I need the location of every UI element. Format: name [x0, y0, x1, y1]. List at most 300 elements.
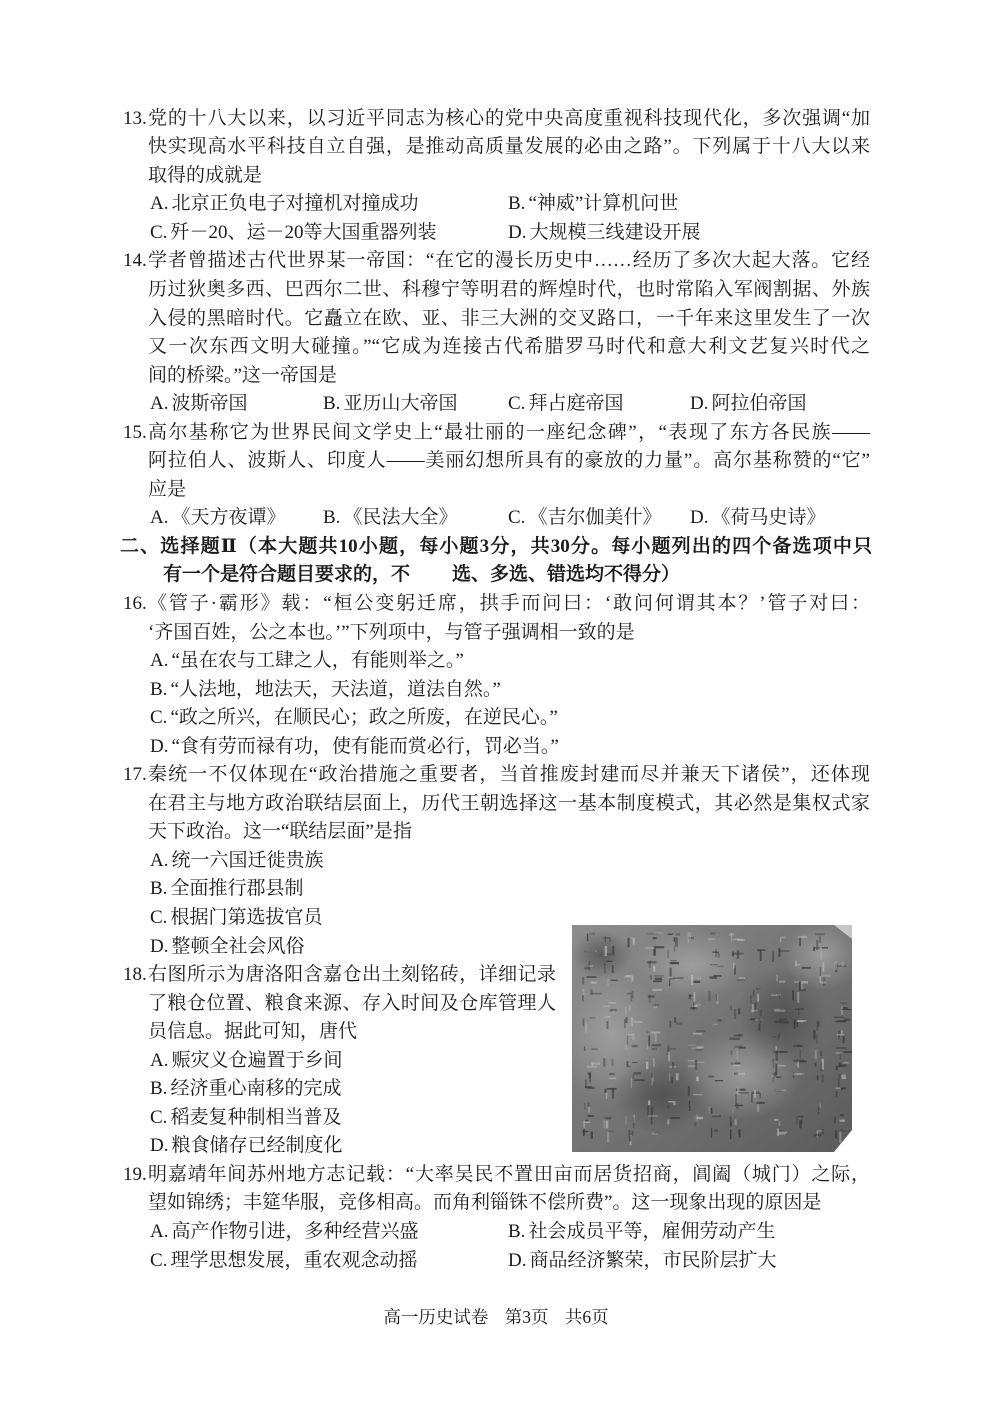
- option-text: 《天方夜谭》: [171, 507, 286, 529]
- inscription-stroke: [775, 1010, 786, 1012]
- inscription-stroke: [774, 1072, 777, 1077]
- inscription-stroke: [606, 954, 614, 956]
- question-13-stem-line: [0, 133, 992, 162]
- option-label: A.: [150, 193, 169, 215]
- question-19-option-b[interactable]: [508, 1218, 775, 1247]
- inscription-stroke: [609, 1073, 615, 1075]
- inscription-stroke: [796, 1022, 798, 1027]
- inscription-stroke: [838, 1073, 840, 1078]
- question-16-option-b[interactable]: [150, 676, 501, 705]
- option-label: A.: [150, 393, 169, 415]
- question-19-options-row: [0, 1218, 992, 1247]
- question-19-number: 19.: [123, 1163, 147, 1185]
- inscription-stroke: [585, 1086, 592, 1088]
- inscription-stroke: [760, 950, 762, 961]
- inscription-stroke: [820, 1103, 821, 1109]
- inscription-stroke: [603, 1058, 605, 1067]
- inscription-stroke: [688, 1045, 696, 1046]
- inscription-stroke: [603, 937, 610, 939]
- question-14-stem-line: [0, 305, 992, 334]
- question-15-number: 15.: [123, 421, 147, 443]
- inscription-stroke: [750, 996, 752, 1004]
- question-14-stem-line: [0, 247, 992, 276]
- question-13-stem-text: 党的十八大以来，以习近平同志为核心的党中央高度重视科技现代化，多次强调“加: [148, 107, 870, 129]
- inscription-stroke: [841, 1006, 843, 1015]
- inscription-stroke: [708, 938, 715, 939]
- question-17-option-a[interactable]: [150, 847, 324, 876]
- question-15-options-row: [0, 504, 992, 533]
- question-16-stem-text: 《管子·霸形》载：“桓公变躬迁席，拱手而问曰：‘敢问何谓其本？’管子对曰：: [148, 592, 870, 614]
- inscription-stroke: [734, 1045, 742, 1048]
- inscription-stroke: [652, 1048, 657, 1050]
- inscription-stroke: [693, 1033, 703, 1035]
- inscription-stroke: [633, 938, 635, 945]
- question-15-option-d[interactable]: [690, 504, 826, 533]
- option-text: 《荷马史诗》: [711, 507, 826, 529]
- inscription-stroke: [778, 1132, 787, 1133]
- inscription-stroke: [841, 1088, 846, 1090]
- inscription-stroke: [823, 977, 826, 986]
- inscription-stroke: [795, 1008, 804, 1009]
- inscription-stroke: [841, 1031, 842, 1035]
- inscription-stroke: [779, 995, 780, 999]
- inscription-stroke: [776, 975, 778, 982]
- inscription-stroke: [689, 994, 691, 999]
- inscription-stroke: [591, 1048, 598, 1050]
- inscription-stroke: [625, 1044, 628, 1049]
- question-19-option-c[interactable]: [150, 1247, 417, 1276]
- inscription-stroke: [844, 1051, 852, 1053]
- inscription-stroke: [694, 1116, 696, 1127]
- option-text: 理学思想发展，重农观念动摇: [170, 1249, 418, 1271]
- inscription-stroke: [822, 962, 824, 972]
- inscription-stroke: [713, 1024, 718, 1026]
- inscription-stroke: [584, 1046, 585, 1051]
- inscription-stroke: [756, 1102, 764, 1104]
- option-text: 统一六国迁徙贵族: [171, 849, 324, 871]
- question-14-stem-line: [0, 276, 992, 305]
- inscription-stroke: [653, 1007, 657, 1008]
- inscription-stroke: [645, 947, 654, 948]
- inscription-stroke: [714, 1130, 718, 1132]
- inscription-stroke: [735, 1105, 743, 1106]
- question-19-stem-line: [0, 1189, 992, 1218]
- section-2-heading-continued: 有一个是符合题目要求的，不: [163, 564, 411, 586]
- question-17-options-row: [0, 875, 992, 904]
- inscription-stroke: [668, 1101, 673, 1103]
- section-2-heading-line: [0, 533, 992, 562]
- inscription-stroke: [797, 1073, 805, 1075]
- inscription-stroke: [836, 1052, 841, 1054]
- inscription-stroke: [588, 1107, 590, 1113]
- question-13-option-d[interactable]: [508, 219, 701, 248]
- option-text: 稻麦复种制相当普及: [170, 1106, 342, 1128]
- option-label: D.: [150, 935, 169, 957]
- inscription-stroke: [654, 946, 665, 948]
- inscription-stroke: [836, 1091, 838, 1097]
- inscription-stroke: [670, 960, 676, 961]
- inscription-stroke: [653, 937, 657, 939]
- inscription-stroke: [751, 1093, 753, 1103]
- inscription-stroke: [696, 1004, 701, 1006]
- inscription-stroke: [779, 950, 789, 951]
- inscription-stroke: [733, 963, 735, 969]
- inscription-stroke: [820, 949, 822, 960]
- inscription-stroke: [820, 976, 822, 983]
- option-label: C.: [150, 907, 168, 928]
- inscription-stroke: [798, 1116, 804, 1117]
- inscription-stroke: [818, 1130, 823, 1132]
- inscription-stroke: [610, 1009, 617, 1011]
- option-text: 粮食储存已经制度化: [171, 1135, 343, 1157]
- option-text: 大规模三线建设开展: [529, 221, 701, 243]
- inscription-stroke: [775, 1021, 780, 1022]
- inscription-stroke: [671, 1077, 673, 1084]
- inscription-stroke: [797, 1061, 799, 1068]
- option-text: “神威”计算机问世: [528, 193, 679, 215]
- question-13-stem-text: 取得的成就是: [148, 164, 263, 186]
- inscription-stroke: [712, 1115, 721, 1117]
- option-text: 亚历山大帝国: [343, 393, 458, 415]
- question-13-option-b[interactable]: [508, 190, 678, 219]
- option-text: 阿拉伯帝国: [711, 393, 807, 415]
- inscription-stroke: [776, 1051, 778, 1061]
- option-text: 北京正负电子对撞机对撞成功: [171, 193, 419, 215]
- inscription-stroke: [676, 933, 680, 935]
- inscription-stroke: [729, 1038, 740, 1041]
- question-15-stem-line: [0, 447, 992, 476]
- inscription-stroke: [603, 1006, 610, 1008]
- inscription-stroke: [633, 1117, 635, 1128]
- question-19-option-a[interactable]: [150, 1218, 419, 1247]
- inscription-stroke: [716, 994, 717, 1001]
- question-13-options-row: [0, 219, 992, 248]
- inscription-stroke: [634, 1072, 642, 1074]
- inscription-stroke: [673, 1101, 675, 1105]
- inscription-stroke: [798, 936, 807, 938]
- question-15-option-a[interactable]: [150, 504, 286, 533]
- question-16-option-c[interactable]: [150, 704, 558, 733]
- option-label: C.: [150, 1106, 168, 1128]
- inscription-stroke: [759, 1024, 761, 1032]
- inscription-stroke: [734, 1035, 739, 1036]
- inscription-stroke: [632, 1045, 638, 1047]
- inscription-stroke: [759, 1018, 762, 1023]
- option-text: 根据门第选拔官员: [170, 907, 323, 928]
- inscription-stroke: [840, 1114, 844, 1116]
- inscription-stroke: [730, 1129, 732, 1139]
- inscription-stroke: [715, 949, 717, 957]
- inscription-stroke: [583, 1129, 585, 1136]
- question-16-options-row: [0, 704, 992, 733]
- inscription-stroke: [841, 1002, 847, 1004]
- inscription-stroke: [688, 1060, 695, 1062]
- inscription-stroke: [583, 1120, 585, 1128]
- option-text: “人法地，地法天，天法道，道法自然。”: [170, 678, 501, 700]
- inscription-stroke: [669, 979, 670, 986]
- option-label: C.: [150, 221, 168, 243]
- inscription-stroke: [818, 1106, 819, 1114]
- option-text: 歼－20、运－20等大国重器列装: [170, 221, 437, 243]
- inscription-stroke: [629, 1136, 631, 1142]
- inscription-stroke: [731, 933, 732, 942]
- inscription-stroke: [733, 939, 742, 941]
- question-16-option-d[interactable]: [150, 733, 559, 762]
- inscription-stroke: [834, 1116, 835, 1123]
- question-17-option-c[interactable]: [150, 904, 322, 933]
- inscription-stroke: [591, 1132, 593, 1139]
- inscription-stroke: [753, 990, 755, 996]
- inscription-stroke: [634, 1079, 645, 1081]
- question-13-stem-line: [0, 105, 992, 134]
- inscription-stroke: [633, 1021, 642, 1023]
- inscription-stroke: [839, 1132, 841, 1143]
- inscription-stroke: [609, 1131, 614, 1132]
- inscription-stroke: [737, 950, 739, 959]
- question-19-stem-line: [0, 1161, 992, 1190]
- inscription-stroke: [731, 1050, 733, 1055]
- question-15-stem-text: 应是: [148, 478, 187, 500]
- inscription-stroke: [736, 1103, 738, 1109]
- inscription-stroke: [694, 992, 696, 1001]
- question-14-stem-line: [0, 333, 992, 362]
- question-19-options-row: [0, 1247, 992, 1276]
- inscription-stroke: [836, 965, 847, 967]
- inscription-stroke: [651, 1073, 653, 1077]
- option-text: “政之所兴，在顺民心；政之所废，在逆民心。”: [170, 707, 558, 729]
- inscription-stroke: [836, 1047, 846, 1049]
- inscription-stroke: [792, 991, 794, 1001]
- inscription-stroke: [695, 1060, 697, 1070]
- inscription-stroke: [840, 1120, 845, 1122]
- question-14-option-c[interactable]: [508, 390, 623, 419]
- option-label: B.: [323, 393, 341, 415]
- inscription-stroke: [815, 1062, 817, 1066]
- inscription-stroke: [836, 1021, 846, 1023]
- inscription-stroke: [586, 976, 596, 978]
- option-label: B.: [323, 507, 341, 529]
- inscription-stroke: [606, 961, 612, 962]
- option-label: B.: [150, 878, 168, 900]
- inscription-stroke: [778, 1035, 780, 1040]
- inscription-stroke: [794, 1020, 796, 1030]
- question-17-option-d[interactable]: [150, 933, 305, 962]
- option-label: A.: [150, 507, 169, 529]
- inscription-stroke: [628, 1034, 633, 1036]
- inscription-stroke: [757, 1104, 759, 1112]
- inscription-stroke: [757, 949, 765, 951]
- inscription-stroke: [674, 947, 675, 952]
- inscription-stroke: [670, 968, 672, 977]
- question-15-option-b[interactable]: [323, 504, 457, 533]
- inscription-stroke: [673, 977, 683, 979]
- inscription-stroke: [689, 932, 691, 939]
- inscription-stroke: [734, 1064, 740, 1066]
- inscription-stroke: [688, 937, 694, 939]
- option-label: B.: [508, 193, 526, 215]
- option-label: B.: [150, 678, 168, 700]
- inscription-stroke: [777, 1065, 785, 1067]
- inscription-stroke: [609, 1002, 617, 1004]
- inscription-stroke: [794, 1060, 805, 1062]
- question-14-option-d[interactable]: [690, 390, 807, 419]
- inscription-stroke: [668, 1105, 670, 1109]
- inscription-stroke: [611, 1059, 613, 1066]
- inscription-stroke: [817, 1021, 818, 1030]
- inscription-stroke: [733, 1108, 734, 1113]
- inscription-stroke: [650, 975, 652, 980]
- question-17-stem-line: [0, 790, 992, 819]
- section-2-heading-line: [0, 561, 992, 590]
- question-18-option-a[interactable]: [150, 1047, 343, 1076]
- question-14-option-a[interactable]: [150, 390, 248, 419]
- inscription-stroke: [813, 1030, 815, 1040]
- inscription-stroke: [628, 937, 630, 947]
- inscription-stroke: [799, 981, 801, 990]
- inscription-stroke: [696, 1117, 704, 1119]
- inscription-stroke: [631, 1017, 633, 1026]
- question-13-stem-line: [0, 162, 992, 191]
- inscription-stroke: [669, 1048, 676, 1049]
- inscription-stroke: [612, 965, 614, 973]
- option-label: D.: [150, 735, 169, 757]
- question-14-options-row: [0, 390, 992, 419]
- question-16-option-a[interactable]: [150, 647, 464, 676]
- question-13-option-a[interactable]: [150, 190, 419, 219]
- question-18-stem-text: 了粮仓位置、粮食来源、存入时间及仓库管理人: [148, 992, 556, 1014]
- option-label: D.: [508, 1249, 527, 1271]
- inscription-stroke: [822, 947, 828, 949]
- inscription-stroke: [838, 1078, 840, 1087]
- inscription-stroke: [815, 1050, 817, 1059]
- inscription-stroke: [778, 948, 780, 957]
- inscription-stroke: [671, 1117, 681, 1119]
- inscription-stroke: [795, 961, 797, 967]
- inscription-stroke: [691, 975, 693, 985]
- inscription-stroke: [670, 1021, 672, 1028]
- brick-photo-graphic: [572, 925, 852, 1152]
- question-18-option-c[interactable]: [150, 1104, 341, 1133]
- question-14-stem-text: 历过狄奥多西、巴西尔二世、科穆宁等明君的辉煌时代，也时常陷入军阀割据、外族: [148, 278, 870, 300]
- inscription-stroke: [592, 1062, 594, 1067]
- inscription-stroke: [780, 937, 782, 942]
- inscription-stroke: [839, 1063, 841, 1067]
- inscription-stroke: [814, 1134, 821, 1136]
- inscription-stroke: [713, 975, 721, 977]
- inscription-stroke: [606, 1118, 611, 1119]
- page-footer: 高一历史试卷 第3页 共6页: [383, 1307, 609, 1327]
- question-19-stem-text: 明嘉靖年间苏州地方志记载：“大率吴民不置田亩而居货招商，阊阖（城门）之际，: [148, 1163, 870, 1185]
- inscription-stroke: [709, 1107, 711, 1114]
- inscription-stroke: [816, 1034, 817, 1043]
- section-2-heading: 二、选择题Ⅱ（本大题共10小题，每小题3分，共30分。每小题列出的四个备选项中只: [120, 535, 872, 557]
- inscription-stroke: [739, 1129, 741, 1137]
- question-15-stem-text: 阿拉伯人、波斯人、印度人——美丽幻想所具有的豪放的力量”。高尔基称赞的“它”: [148, 450, 870, 472]
- section-2-heading-continued: 选、多选、错选均不得分）: [452, 564, 681, 586]
- inscription-stroke: [653, 1004, 659, 1005]
- inscription-stroke: [589, 965, 593, 967]
- inscription-stroke: [711, 1108, 713, 1114]
- question-14-option-b[interactable]: [323, 390, 457, 419]
- inscription-stroke: [583, 1020, 584, 1027]
- inscription-stroke: [736, 1050, 738, 1060]
- inscription-stroke: [822, 1059, 824, 1070]
- option-label: C.: [508, 393, 526, 415]
- inscription-stroke: [668, 950, 669, 958]
- question-17-stem-text: 在君主与地方政治联结层面上，历代王朝选择这一基本制度模式，其必然是集权式家: [148, 792, 870, 814]
- inscription-stroke: [624, 976, 634, 978]
- inscription-stroke: [688, 932, 690, 943]
- inscription-stroke: [674, 937, 676, 942]
- inscription-stroke: [633, 1074, 635, 1079]
- inscription-stroke: [624, 1019, 625, 1028]
- question-13-stem-text: 快实现高水平科技自立自强，是推动高质量发展的必由之路”。下列属于十八大以来: [148, 136, 870, 158]
- question-19-option-d[interactable]: [508, 1247, 777, 1276]
- inscription-stroke: [717, 966, 724, 967]
- question-17-option-b[interactable]: [150, 875, 303, 904]
- inscription-stroke: [625, 1007, 626, 1014]
- inscription-stroke: [715, 1080, 723, 1081]
- question-18-option-b[interactable]: [150, 1075, 341, 1104]
- question-14-stem-text: 又一次东西文明大碰撞。”“它成为连接古代希腊罗马时代和意大利文艺复兴时代之: [148, 336, 870, 358]
- inscription-stroke: [653, 981, 662, 983]
- question-13-option-c[interactable]: [150, 219, 436, 248]
- inscription-stroke: [590, 1017, 596, 1019]
- inscription-stroke: [739, 977, 745, 978]
- inscription-stroke: [799, 990, 806, 991]
- question-13-options-row: [0, 190, 992, 219]
- inscription-stroke: [651, 1107, 653, 1116]
- inscription-stroke: [842, 1075, 846, 1077]
- inscription-stroke: [739, 1092, 749, 1094]
- inscription-stroke: [772, 952, 773, 962]
- question-14-stem-text: 入侵的黑暗时代。它矗立在欧、亚、非三大洲的交叉路口，一千年来这里发生了一次: [148, 307, 870, 329]
- inscription-stroke: [627, 1066, 631, 1068]
- question-17-options-row: [0, 847, 992, 876]
- question-15-option-c[interactable]: [508, 504, 661, 533]
- inscription-stroke: [587, 933, 588, 941]
- inscription-stroke: [772, 1036, 776, 1037]
- option-label: D.: [690, 507, 709, 529]
- question-17-stem-text: 天下政治。这一“联结层面”是指: [148, 821, 412, 843]
- inscription-stroke: [674, 1017, 676, 1023]
- option-text: 赈灾义仓遍置于乡间: [171, 1049, 343, 1071]
- question-15-stem-line: [0, 419, 992, 448]
- inscription-stroke: [606, 1121, 608, 1129]
- question-18-option-d[interactable]: [150, 1132, 343, 1161]
- inscription-stroke: [648, 1101, 650, 1106]
- inscription-stroke: [632, 1131, 634, 1136]
- option-label: A.: [150, 849, 169, 871]
- inscription-stroke: [632, 1062, 638, 1063]
- inscription-stroke: [587, 1072, 591, 1074]
- option-label: C.: [150, 1249, 168, 1271]
- question-16-stem-line: [0, 619, 992, 648]
- inscription-stroke: [842, 1077, 847, 1079]
- option-label: C.: [150, 707, 168, 729]
- inscription-stroke: [696, 1030, 706, 1032]
- inscription-stroke: [738, 1008, 740, 1014]
- inscription-stroke: [774, 1119, 778, 1121]
- inscription-stroke: [607, 978, 609, 986]
- question-18-stem-text: 右图所示为唐洛阳含嘉仓出土刻铭砖，详细记录: [148, 964, 556, 986]
- inscription-stroke: [793, 1045, 803, 1046]
- question-15-stem-line: [0, 476, 992, 505]
- inscription-stroke: [735, 1094, 736, 1104]
- inscription-stroke: [672, 1062, 674, 1068]
- inscription-stroke: [676, 1022, 683, 1024]
- inscription-stroke: [836, 1088, 841, 1090]
